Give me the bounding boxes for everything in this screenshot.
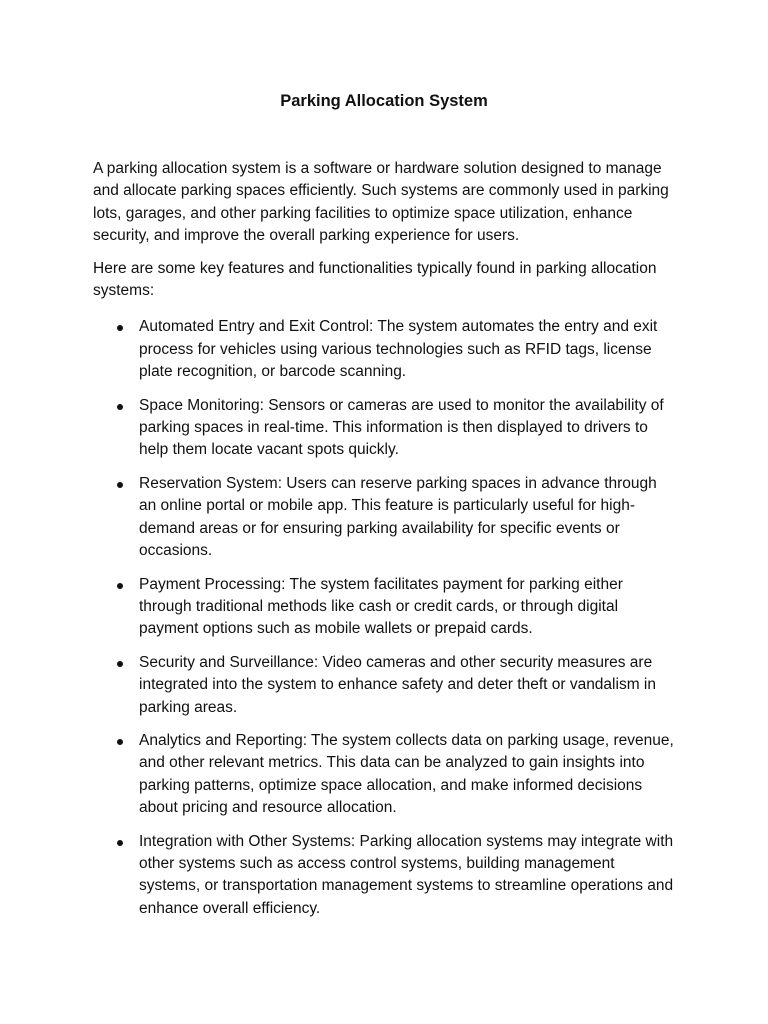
list-item-text: Security and Surveillance: Video cameras and other security measures are integrated into the system to enhance safety and deter theft or vandalism in parking areas. (139, 653, 656, 716)
bullet-icon (117, 739, 123, 745)
feature-list (93, 316, 678, 920)
document-body (93, 158, 678, 931)
list-item-text: Analytics and Reporting: The system collects data on parking usage, revenue, and other relevant metrics. This data can be analyzed to gain insights into parking patterns, optimize space allocation, and make informed decisions about pricing and resource allocation. (139, 731, 674, 817)
bullet-icon (117, 840, 123, 846)
list-item (93, 316, 678, 383)
intro-paragraph: A parking allocation system is a software or hardware solution designed to manage and allocate parking spaces efficiently. Such systems are commonly used in parking lots, garages, and other parking facilities to optimize space utilization, enhance security, and improve the overall parking experience for users. (93, 160, 669, 245)
features-intro-paragraph: Here are some key features and functionalities typically found in parking allocation systems: (93, 259, 657, 300)
list-item-text: Space Monitoring: Sensors or cameras are used to monitor the availability of parking spaces in real-time. This information is then displayed to drivers to help them locate vacant spots quickly. (139, 396, 664, 459)
list-item (93, 730, 678, 820)
document-title: Parking Allocation System (280, 92, 488, 110)
list-item-text: Reservation System: Users can reserve parking spaces in advance through an online portal or mobile app. This feature is particularly useful for high-demand areas or for ensuring parking availability for specific events or occasions. (139, 474, 657, 560)
bullet-icon (117, 404, 123, 410)
list-item (93, 574, 678, 641)
list-item (93, 395, 678, 462)
bullet-icon (117, 482, 123, 488)
bullet-icon (117, 661, 123, 667)
bullet-icon (117, 583, 123, 589)
list-item (93, 652, 678, 719)
list-item (93, 831, 678, 921)
list-item-text: Payment Processing: The system facilitates payment for parking either through traditional methods like cash or credit cards, or through digital payment options such as mobile wallets or prepaid cards. (139, 575, 623, 638)
list-item (93, 473, 678, 563)
bullet-icon (117, 325, 123, 331)
list-item-text: Integration with Other Systems: Parking allocation systems may integrate with other systems such as access control systems, building management systems, or transportation management systems to streamline operations and enhance overall efficiency. (139, 832, 674, 917)
list-item-text: Automated Entry and Exit Control: The system automates the entry and exit process for vehicles using various technologies such as RFID tags, license plate recognition, or barcode scanning. (139, 318, 658, 381)
